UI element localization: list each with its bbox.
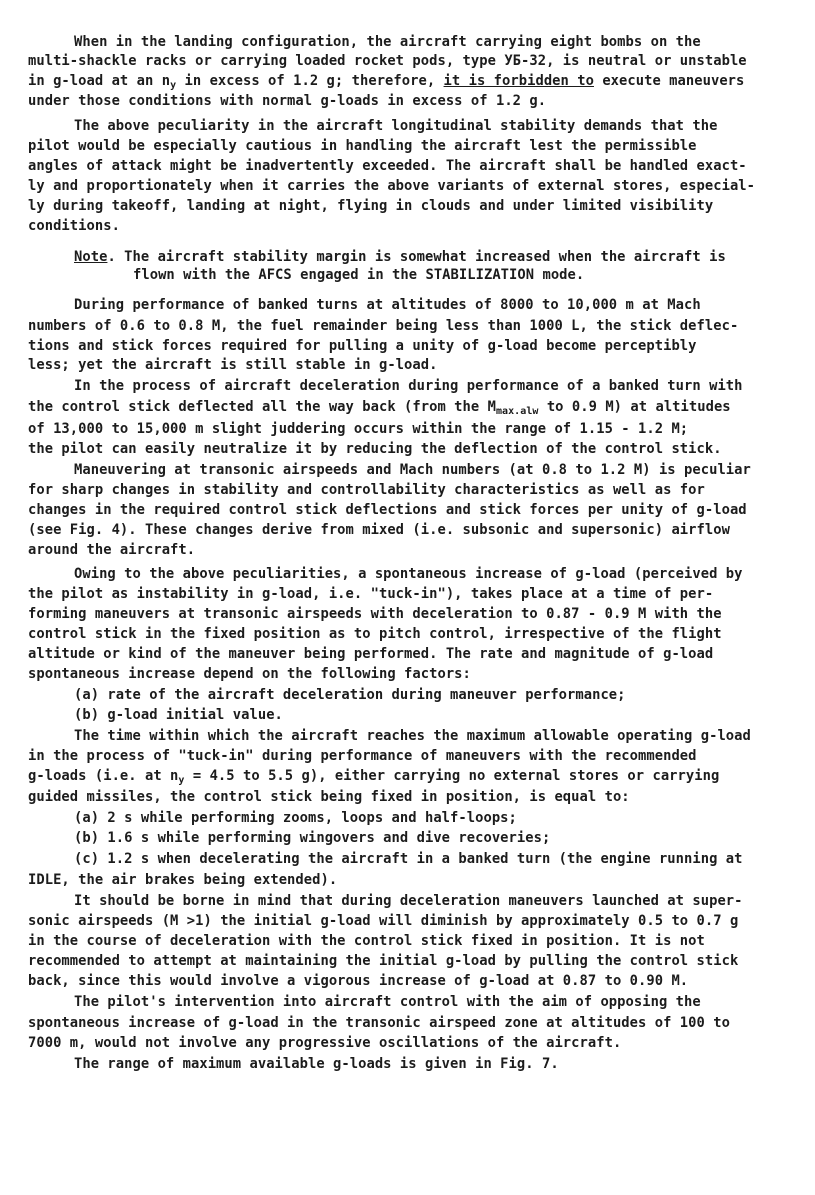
text-line: ly during takeoff, landing at night, flying in clouds and under limited visibility [28,198,714,214]
text-line: In the process of aircraft deceleration during performance of a banked turn with [74,378,743,394]
text-line: the pilot can easily neutralize it by reducing the deflection of the control stick. [28,441,722,457]
text-line: the control stick deflected all the way back (from the $M_{max.alw}$ to 0.9 M) at altitudes [28,399,731,417]
text-line: control stick in the fixed position as to pitch control, irrespective of the flight [28,626,722,642]
note-line: Note. The aircraft stability margin is somewhat increased when the aircraft is [74,249,726,265]
text-line: in g-load at an $n_y$ in excess of 1.2 g; therefore, it is forbidden to execute maneuvers [28,73,745,91]
text-line: recommended to attempt at maintaining the initial g-load by pulling the control stick [28,953,739,969]
text-line: ly and proportionately when it carries the above variants of external stores, especial- [28,178,756,194]
text-line: The time within which the aircraft reaches the maximum allowable operating g-load [74,728,751,744]
text-line: multi-shackle racks or carrying loaded rocket pods, type УБ-32, is neutral or unstable [28,53,747,69]
list-item: (a) rate of the aircraft deceleration during maneuver performance; [74,687,626,703]
list-item: (b) g-load initial value. [74,707,283,723]
text-line: in the course of deceleration with the control stick fixed in position. It is not [28,933,705,949]
text-line: altitude or kind of the maneuver being performed. The rate and magnitude of g-load [28,646,714,662]
text-line: The pilot's intervention into aircraft control with the aim of opposing the [74,994,701,1010]
text-line: changes in the required control stick deflections and stick forces per unity of g-load [28,502,747,518]
text-line: in the process of "tuck-in" during performance of maneuvers with the recommended [28,748,697,764]
text-line: spontaneous increase depend on the following factors: [28,666,471,682]
list-item: (b) 1.6 s while performing wingovers and dive recoveries; [74,830,551,846]
text-line: tions and stick forces required for pulling a unity of g-load become perceptibly [28,338,697,354]
text-line: The range of maximum available g-loads is given in Fig. 7. [74,1056,559,1072]
list-item: (c) 1.2 s when decelerating the aircraft in a banked turn (the engine running at [74,851,743,867]
text-line: (see Fig. 4). These changes derive from mixed (i.e. subsonic and supersonic) airflow [28,522,730,538]
text-line: spontaneous increase of g-load in the transonic airspeed zone at altitudes of 100 to [28,1015,730,1031]
text-line: angles of attack might be inadvertently exceeded. The aircraft shall be handled exact- [28,158,747,174]
note-label: Note [74,249,108,265]
text-line: less; yet the aircraft is still stable in g-load. [28,357,438,373]
list-item: IDLE, the air brakes being extended). [28,872,338,888]
text-line: It should be borne in mind that during deceleration maneuvers launched at super- [74,893,743,909]
text-line: 7000 m, would not involve any progressive oscillations of the aircraft. [28,1035,622,1051]
forbidden-emphasis: it is forbidden to [443,73,594,89]
text-line: When in the landing configuration, the aircraft carrying eight bombs on the [74,34,701,50]
text-line: of 13,000 to 15,000 m slight juddering occurs within the range of 1.15 - 1.2 M; [28,421,689,437]
text-line: g-loads (i.e. at $n_y = 4.5$ to 5.5 g), either carrying no external stores or carrying [28,768,720,786]
note-line: flown with the AFCS engaged in the STABILIZATION mode. [133,267,585,283]
text-line: the pilot as instability in g-load, i.e. "tuck-in"), takes place at a time of per- [28,586,714,602]
text-line: guided missiles, the control stick being fixed in position, is equal to: [28,789,630,805]
text-line: During performance of banked turns at altitudes of 8000 to 10,000 m at Mach [74,297,701,313]
list-item: (a) 2 s while performing zooms, loops and half-loops; [74,810,517,826]
text-line: back, since this would involve a vigorous increase of g-load at 0.87 to 0.90 M. [28,973,689,989]
text-line: conditions. [28,218,120,234]
text-line: sonic airspeeds (M >1) the initial g-load will diminish by approximately 0.5 to 0.7 g [28,913,739,929]
text-line: around the aircraft. [28,542,196,558]
text-line: forming maneuvers at transonic airspeeds with deceleration to 0.87 - 0.9 M with the [28,606,722,622]
text-line: under those conditions with normal g-loads in excess of 1.2 g. [28,93,547,109]
text-line: The above peculiarity in the aircraft longitudinal stability demands that the [74,118,718,134]
text-line: for sharp changes in stability and controllability characteristics as well as for [28,482,705,498]
text-line: Maneuvering at transonic airspeeds and Mach numbers (at 0.8 to 1.2 M) is peculiar [74,462,751,478]
text-line: pilot would be especially cautious in handling the aircraft lest the permissible [28,138,697,154]
text-line: numbers of 0.6 to 0.8 M, the fuel remainder being less than 1000 L, the stick deflec- [28,318,739,334]
text-line: Owing to the above peculiarities, a spontaneous increase of g-load (perceived by [74,566,743,582]
